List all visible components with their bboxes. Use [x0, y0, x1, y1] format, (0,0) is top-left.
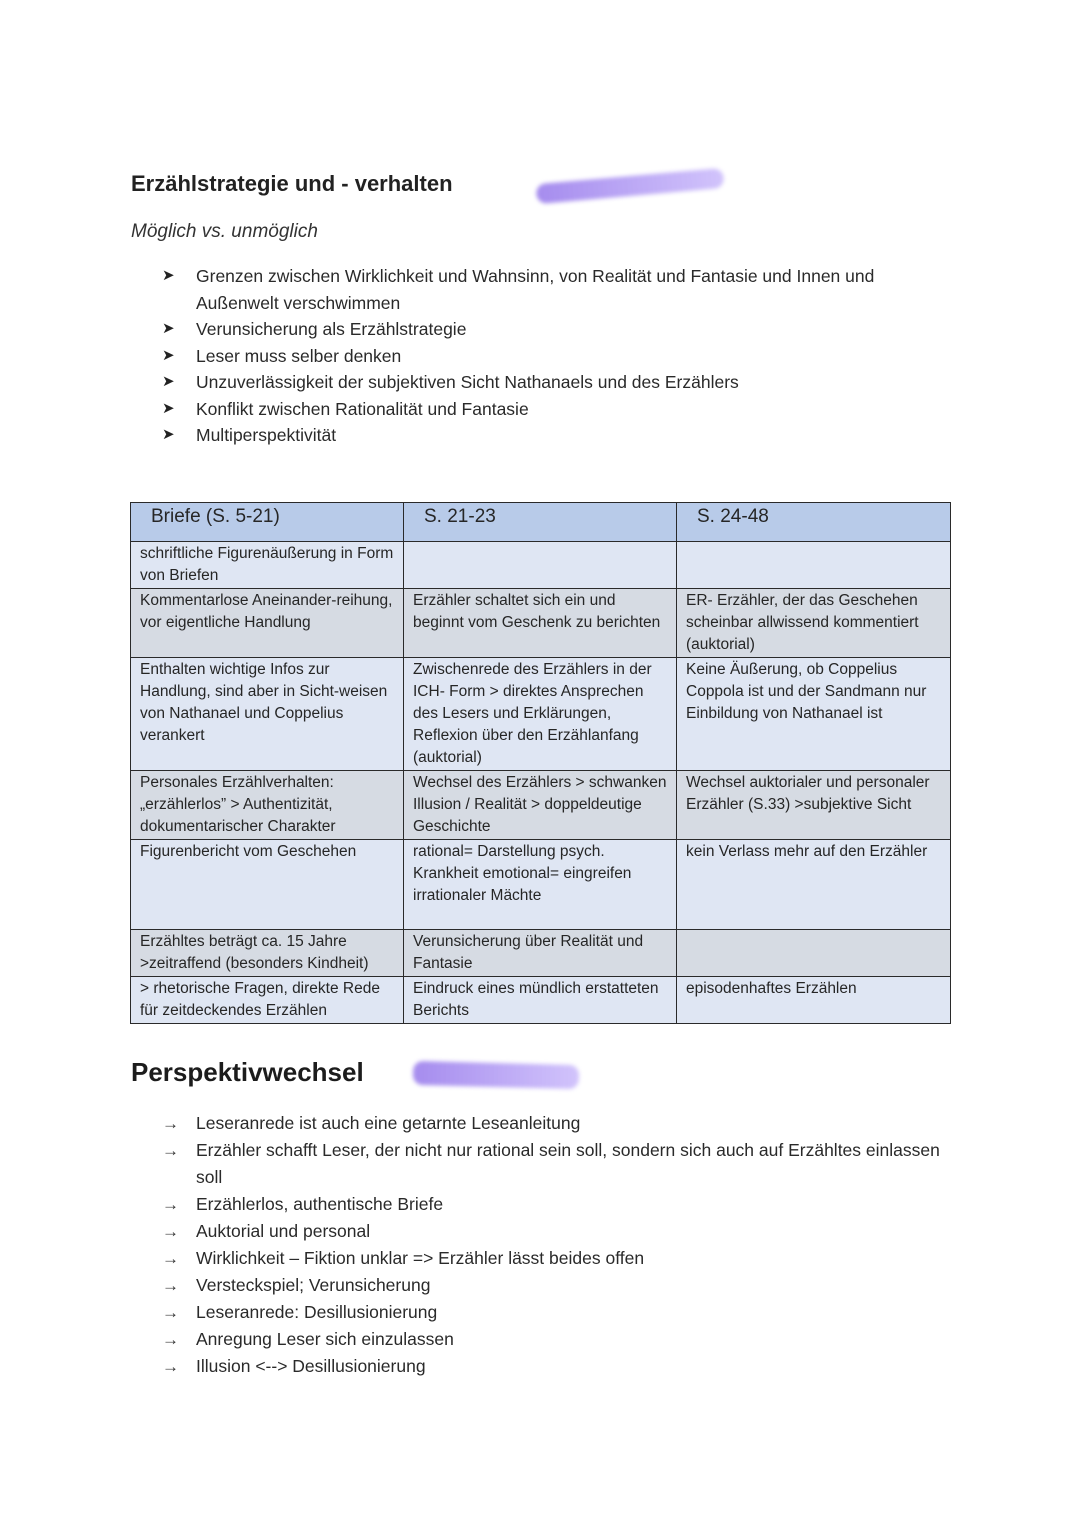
arrowhead-bullet-icon: ➤ — [162, 346, 175, 364]
perspective-bullet-list — [162, 1110, 942, 1380]
arrowhead-bullet-icon: ➤ — [162, 267, 175, 284]
list-item: ➤ Unzuverlässigkeit der subjektiven Sicht Nathanaels und des Erzählers — [162, 369, 942, 396]
right-arrow-icon: → — [162, 1357, 179, 1376]
table-cell — [404, 542, 677, 589]
table-cell: Wechsel auktorialer und personaler Erzähler (S.33) >subjektive Sicht — [677, 771, 951, 840]
arrowhead-bullet-icon: ➤ — [162, 320, 175, 337]
section-subtitle: Möglich vs. unmöglich — [131, 221, 318, 242]
section-title-erzaehlstrategie: Erzählstrategie und - verhalten — [131, 171, 453, 196]
table-row — [131, 658, 951, 771]
table-row — [131, 930, 951, 977]
table-row — [131, 589, 951, 658]
table-cell: Enthalten wichtige Infos zur Handlung, sind aber in Sicht-weisen von Nathanael und Coppelius verankert — [131, 658, 404, 771]
table-row — [131, 542, 951, 589]
table-header-cell: S. 21-23 — [404, 503, 677, 542]
right-arrow-icon: → — [162, 1303, 179, 1322]
list-item: → Leseranrede ist auch eine getarnte Leseanleitung — [162, 1110, 942, 1137]
arrowhead-bullet-icon: ➤ — [162, 426, 175, 443]
highlighter-mark — [535, 168, 724, 204]
list-item: → Illusion <--> Desillusionierung — [162, 1353, 942, 1380]
narration-comparison-table — [130, 502, 951, 1024]
right-arrow-icon: → — [162, 1141, 179, 1160]
list-item: ➤ Verunsicherung als Erzählstrategie — [162, 316, 942, 343]
table-cell: > rhetorische Fragen, direkte Rede für zeitdeckendes Erzählen — [131, 977, 404, 1024]
table-cell: ER- Erzähler, der das Geschehen scheinbar allwissend kommentiert (auktorial) — [677, 589, 951, 658]
list-item: → Auktorial und personal — [162, 1218, 942, 1245]
list-item: → Anregung Leser sich einzulassen — [162, 1326, 942, 1353]
table-cell: Erzähler schaltet sich ein und beginnt vom Geschenk zu berichten — [404, 589, 677, 658]
table-cell: Figurenbericht vom Geschehen — [131, 840, 404, 930]
list-item: → Erzähler schafft Leser, der nicht nur rational sein soll, sondern sich auch auf Erzähltes einlassen soll — [162, 1137, 942, 1191]
right-arrow-icon: → — [162, 1195, 179, 1214]
right-arrow-icon: → — [162, 1249, 179, 1268]
list-item: → Versteckspiel; Verunsicherung — [162, 1272, 942, 1299]
section-title-perspektivwechsel: Perspektivwechsel — [131, 1057, 364, 1087]
list-item: ➤ Leser muss selber denken — [162, 343, 942, 370]
table-cell: Keine Äußerung, ob Coppelius Coppola ist und der Sandmann nur Einbildung von Nathanael ist — [677, 658, 951, 771]
table-row — [131, 977, 951, 1024]
list-item: ➤ Konflikt zwischen Rationalität und Fantasie — [162, 396, 942, 423]
highlighter-mark — [413, 1061, 580, 1089]
list-item: → Leseranrede: Desillusionierung — [162, 1299, 942, 1326]
table-cell: rational= Darstellung psych. Krankheit emotional= eingreifen irrationaler Mächte — [404, 840, 677, 930]
table-header-cell: Briefe (S. 5-21) — [131, 503, 404, 542]
strategy-bullet-list — [162, 263, 942, 449]
right-arrow-icon: → — [162, 1222, 179, 1241]
table-row — [131, 840, 951, 930]
table-row — [131, 771, 951, 840]
table-cell — [677, 542, 951, 589]
arrowhead-bullet-icon: ➤ — [162, 373, 175, 390]
table-cell: Kommentarlose Aneinander-reihung, vor eigentliche Handlung — [131, 589, 404, 658]
table-cell: Wechsel des Erzählers > schwanken Illusion / Realität > doppeldeutige Geschichte — [404, 771, 677, 840]
table-cell: Erzähltes beträgt ca. 15 Jahre >zeitraffend (besonders Kindheit) — [131, 930, 404, 977]
table-cell: schriftliche Figurenäußerung in Form von Briefen — [131, 542, 404, 589]
right-arrow-icon: → — [162, 1330, 179, 1349]
table-cell: Personales Erzählverhalten: „erzählerlos” > Authentizität, dokumentarischer Charakter — [131, 771, 404, 840]
table-cell: episodenhaftes Erzählen — [677, 977, 951, 1024]
list-item: → Wirklichkeit – Fiktion unklar => Erzähler lässt beides offen — [162, 1245, 942, 1272]
arrowhead-bullet-icon: ➤ — [162, 399, 175, 417]
list-item: ➤ Grenzen zwischen Wirklichkeit und Wahnsinn, von Realität und Fantasie und Innen und Außenwelt verschwimmen — [162, 263, 942, 316]
table-cell: Zwischenrede des Erzählers in der ICH- Form > direktes Ansprechen des Lesers und Erklärungen, Reflexion über den Erzählanfang (auktorial) — [404, 658, 677, 771]
table-header-row — [131, 503, 951, 542]
list-item: ➤ Multiperspektivität — [162, 422, 942, 449]
table-header-cell: S. 24-48 — [677, 503, 951, 542]
right-arrow-icon: → — [162, 1276, 179, 1295]
table-cell: kein Verlass mehr auf den Erzähler — [677, 840, 951, 930]
table-cell: Verunsicherung über Realität und Fantasie — [404, 930, 677, 977]
right-arrow-icon: → — [162, 1114, 179, 1133]
table-cell — [677, 930, 951, 977]
list-item: → Erzählerlos, authentische Briefe — [162, 1191, 942, 1218]
table-cell: Eindruck eines mündlich erstatteten Berichts — [404, 977, 677, 1024]
